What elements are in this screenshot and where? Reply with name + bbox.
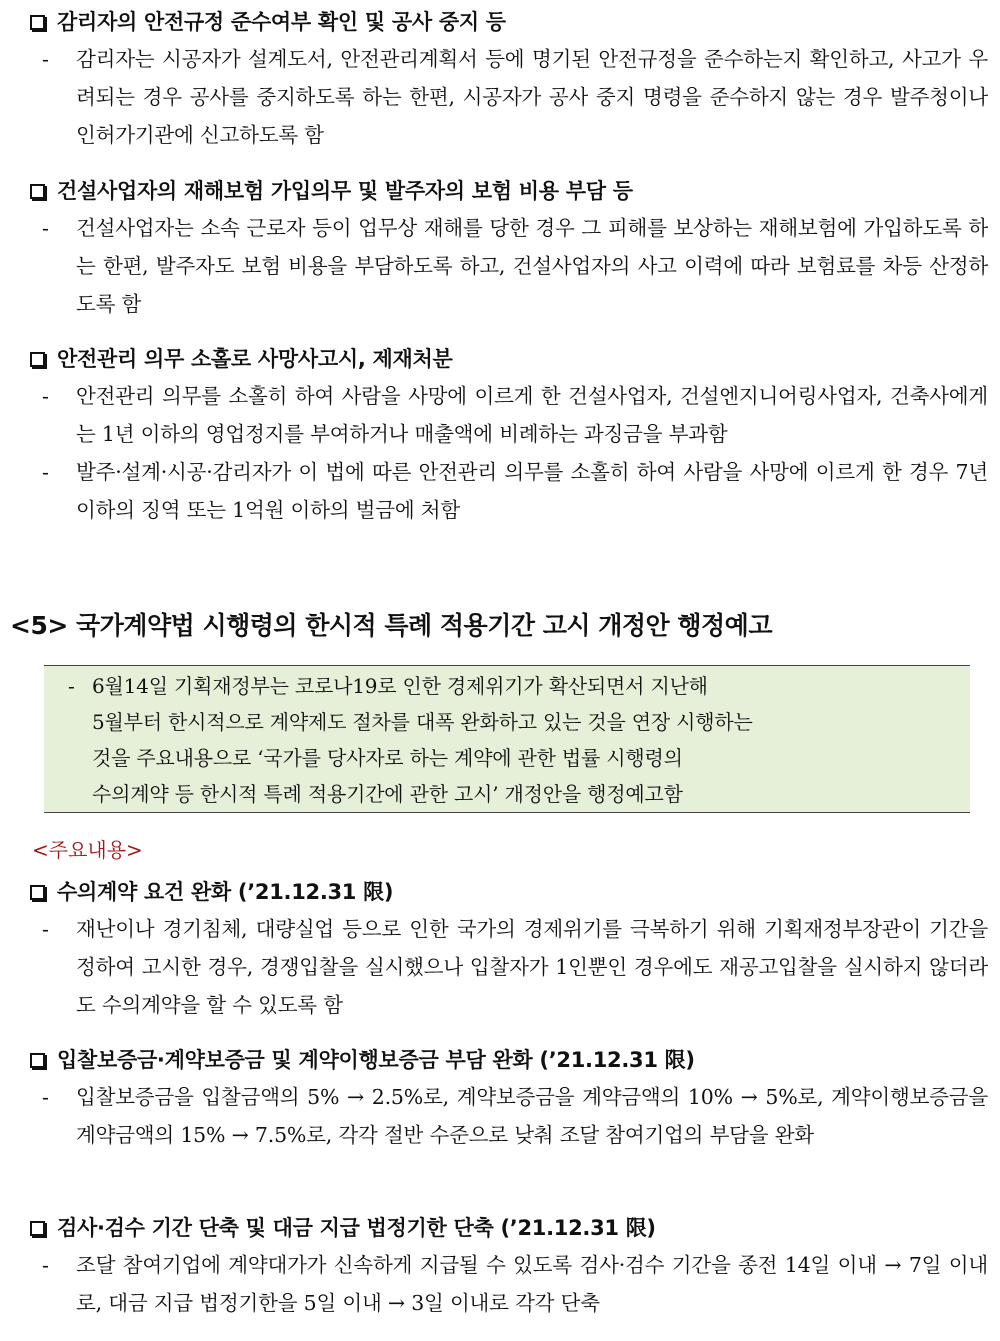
section-inspection-period	[28, 1210, 988, 1322]
checkbox-square-icon	[30, 1053, 45, 1068]
notice-text	[68, 668, 958, 812]
dash-icon: -	[42, 1253, 49, 1277]
dash-icon: -	[42, 384, 49, 408]
section-heading: 입찰보증금·계약보증금 및 계약이행보증금 부담 완화 (’21.12.31 限)	[28, 1042, 988, 1078]
section-heading: 감리자의 안전규정 준수여부 확인 및 공사 중지 등	[28, 4, 988, 40]
section-supervisor-safety	[28, 4, 988, 154]
main-content-label: <주요내용>	[32, 838, 143, 862]
section-heading: 안전관리 의무 소홀로 사망사고시, 제재처분	[28, 341, 988, 377]
section-private-contract	[28, 874, 988, 1024]
checkbox-square-icon	[30, 1221, 45, 1236]
notice-line: 6월14일 기획재정부는 코로나19로 인한 경제위기가 확산되면서 지난해	[92, 674, 708, 698]
section-heading: 건설사업자의 재해보험 가입의무 및 발주자의 보험 비용 부담 등	[28, 173, 988, 209]
checkbox-square-icon	[30, 184, 45, 199]
dash-icon: -	[42, 1085, 49, 1109]
bullet-item: - 재난이나 경기침체, 대량실업 등으로 인한 국가의 경제위기를 극복하기 위해 기획재정부장관이 기간을 정하여 고시한 경우, 경쟁입찰을 실시했으나 입찰자가 1인뿐인 경우에도 재공고입찰을 실시하지 않더라도 수의계약을 할 수 있도록 함	[28, 910, 988, 1024]
dash-icon: -	[42, 460, 49, 484]
notice-line: 수의계약 등 한시적 특례 적용기간에 관한 고시’ 개정안을 행정예고함	[92, 782, 683, 806]
bullet-item: - 입찰보증금을 입찰금액의 5% → 2.5%로, 계약보증금을 계약금액의 10% → 5%로, 계약이행보증금을 계약금액의 15% → 7.5%로, 각각 절반 수준으로 낮춰 조달 참여기업의 부담을 완화	[28, 1078, 988, 1154]
bullet-item: - 안전관리 의무를 소홀히 하여 사람을 사망에 이르게 한 건설사업자, 건설엔지니어링사업자, 건축사에게는 1년 이하의 영업정지를 부여하거나 매출액에 비례하는 과징금을 부과함	[28, 377, 988, 453]
dash-icon: -	[42, 216, 49, 240]
section5-title: <5> 국가계약법 시행령의 한시적 특례 적용기간 고시 개정안 행정예고	[10, 611, 772, 640]
notice-box	[44, 665, 970, 813]
section-heading: 수의계약 요건 완화 (’21.12.31 限)	[28, 874, 988, 910]
section-heading: 검사·검수 기간 단축 및 대금 지급 법정기한 단축 (’21.12.31 限)	[28, 1210, 988, 1246]
notice-line: 5월부터 한시적으로 계약제도 절차를 대폭 완화하고 있는 것을 연장 시행하는	[92, 710, 753, 734]
checkbox-square-icon	[30, 15, 45, 30]
bullet-item: - 발주·설계·시공·감리자가 이 법에 따른 안전관리 의무를 소홀히 하여 사람을 사망에 이르게 한 경우 7년 이하의 징역 또는 1억원 이하의 벌금에 처함	[28, 453, 988, 529]
bullet-item: - 조달 참여기업에 계약대가가 신속하게 지급될 수 있도록 검사·검수 기간을 종전 14일 이내 → 7일 이내로, 대금 지급 법정기한을 5일 이내 → 3일 이내로 각각 단축	[28, 1246, 988, 1322]
dash-icon: -	[68, 674, 75, 698]
section-sanctions	[28, 341, 988, 529]
bullet-item: - 건설사업자는 소속 근로자 등이 업무상 재해를 당한 경우 그 피해를 보상하는 재해보험에 가입하도록 하는 한편, 발주자도 보험 비용을 부담하도록 하고, 건설사업자의 사고 이력에 따라 보험료를 차등 산정하도록 함	[28, 209, 988, 323]
checkbox-square-icon	[30, 352, 45, 367]
dash-icon: -	[42, 917, 49, 941]
section-deposit-relief	[28, 1042, 988, 1154]
notice-line: 것을 주요내용으로 ‘국가를 당사자로 하는 계약에 관한 법률 시행령의	[92, 746, 683, 770]
section-disaster-insurance	[28, 173, 988, 323]
checkbox-square-icon	[30, 885, 45, 900]
dash-icon: -	[42, 47, 49, 71]
bullet-item: - 감리자는 시공자가 설계도서, 안전관리계획서 등에 명기된 안전규정을 준수하는지 확인하고, 사고가 우려되는 경우 공사를 중지하도록 하는 한편, 시공자가 공사 중지 명령을 준수하지 않는 경우 발주청이나 인허가기관에 신고하도록 함	[28, 40, 988, 154]
